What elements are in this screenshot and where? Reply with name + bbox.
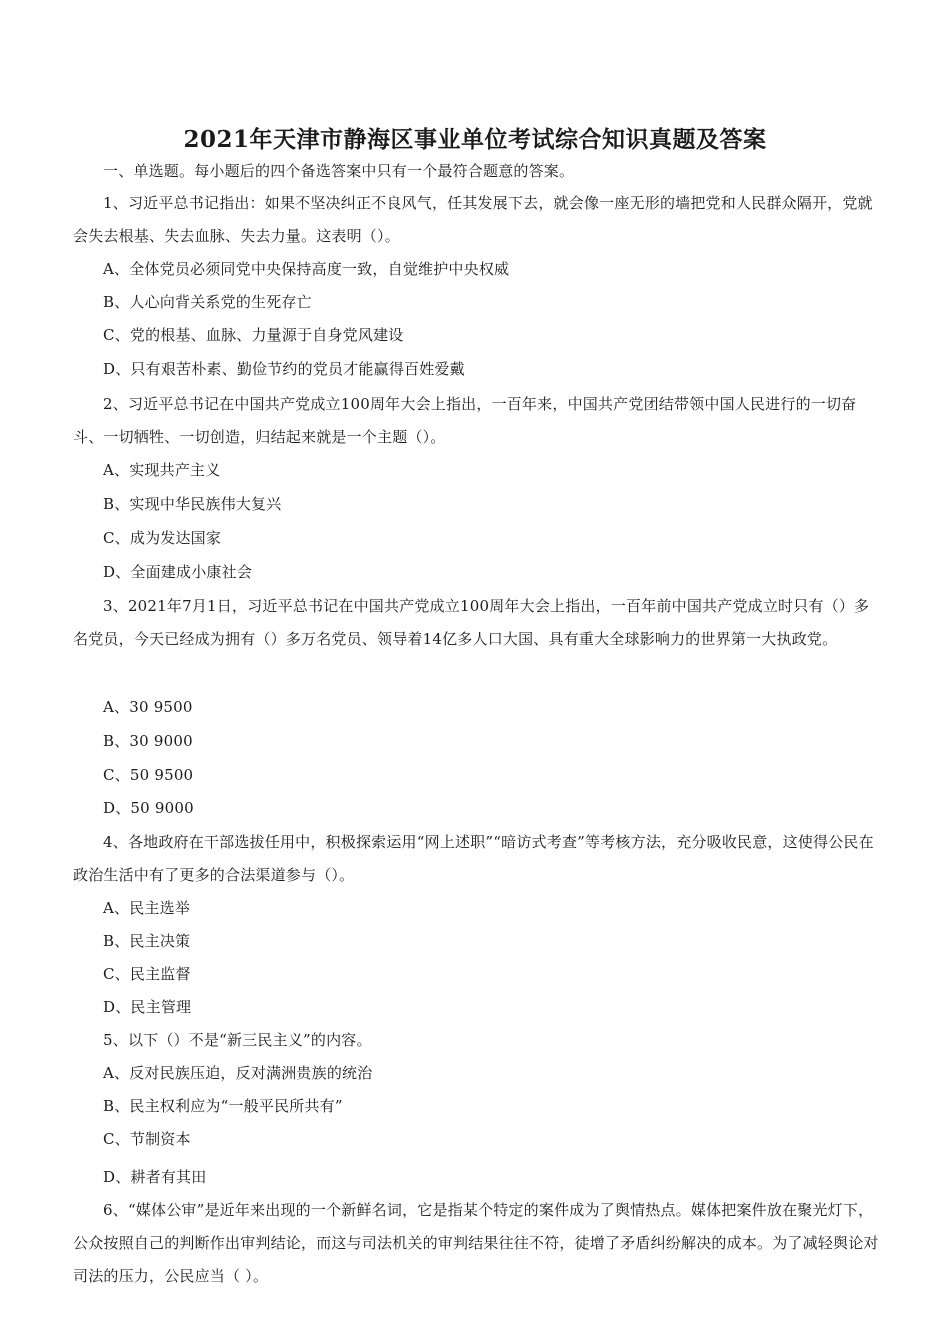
question-1-option-b: B、人心向背关系党的生死存亡: [103, 293, 312, 311]
question-2-option-b: B、实现中华民族伟大复兴: [103, 495, 282, 513]
question-3-stem: 3、2021年7月1日，习近平总书记在中国共产党成立100周年大会上指出，一百年前中国共产党成立时只有（）多名党员，今天已经成为拥有（）多万名党员、领导着14亿多人口大国、具有重大全球影响力的世界第一大执政党。: [73, 597, 870, 648]
question-2-option-d: D、全面建成小康社会: [103, 563, 253, 581]
question-2-option-a: A、实现共产主义: [103, 461, 221, 479]
question-4-option-a: A、民主选举: [103, 899, 191, 917]
question-1-option-d: D、只有艰苦朴素、勤俭节约的党员才能赢得百姓爱戴: [103, 360, 465, 378]
question-6-stem: 6、“媒体公审”是近年来出现的一个新鲜名词，它是指某个特定的案件成为了舆情热点。媒体把案件放在聚光灯下，公众按照自己的判断作出审判结论，而这与司法机关的审判结果往往不符，徒增了矛盾纠纷解决的成本。为了减轻舆论对司法的压力，公民应当（ ）。: [73, 1201, 879, 1285]
question-3-option-d: D、50 9000: [103, 799, 194, 817]
question-2-stem: 2、习近平总书记在中国共产党成立100周年大会上指出，一百年来，中国共产党团结带领中国人民进行的一切奋斗、一切牺牲、一切创造，归结起来就是一个主题（）。: [73, 395, 857, 446]
question-3-option-a: A、30 9500: [103, 698, 193, 716]
document-title: 2021年天津市静海区事业单位考试综合知识真题及答案: [183, 126, 767, 153]
question-1-option-a: A、全体党员必须同党中央保持高度一致，自觉维护中央权威: [103, 260, 510, 278]
question-1-stem: 1、习近平总书记指出：如果不坚决纠正不良风气，任其发展下去，就会像一座无形的墙把党和人民群众隔开，党就会失去根基、失去血脉、失去力量。这表明（）。: [73, 194, 873, 245]
question-3-option-c: C、50 9500: [103, 766, 194, 784]
question-4-option-c: C、民主监督: [103, 965, 191, 983]
question-4-option-d: D、民主管理: [103, 998, 192, 1016]
question-1-option-c: C、党的根基、血脉、力量源于自身党风建设: [103, 326, 404, 344]
section-heading: 一、单选题。每小题后的四个备选答案中只有一个最符合题意的答案。: [103, 162, 575, 180]
question-5-stem: 5、以下（）不是“新三民主义”的内容。: [103, 1031, 372, 1049]
question-5-option-b: B、民主权利应为“一般平民所共有”: [103, 1097, 343, 1115]
question-3-option-b: B、30 9000: [103, 732, 193, 750]
question-5-option-d: D、耕者有其田: [103, 1168, 207, 1186]
question-4-option-b: B、民主决策: [103, 932, 191, 950]
question-5-option-a: A、反对民族压迫，反对满洲贵族的统治: [103, 1064, 373, 1082]
question-4-stem: 4、各地政府在干部选拔任用中，积极探索运用“网上述职”“暗访式考查”等考核方法，充分吸收民意，这使得公民在政治生活中有了更多的合法渠道参与（）。: [73, 833, 874, 884]
question-5-option-c: C、节制资本: [103, 1130, 191, 1148]
question-2-option-c: C、成为发达国家: [103, 529, 222, 547]
